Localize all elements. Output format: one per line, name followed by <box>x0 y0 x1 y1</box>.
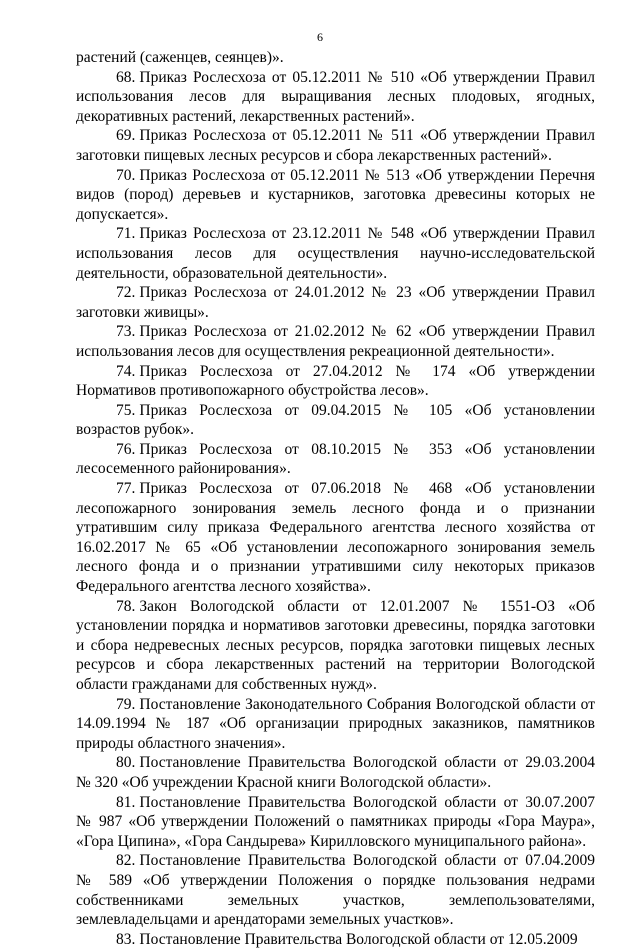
item-text: Приказ Рослесхоза от 24.01.2012 № 23 «Об утверждении Правил заготовки живицы». <box>76 284 595 321</box>
list-item <box>76 695 595 754</box>
item-number: 72. <box>116 284 136 302</box>
item-number: 82. <box>116 852 136 870</box>
item-text: Приказ Рослесхоза от 09.04.2015 № 105 «Об установлении возрастов рубок». <box>76 401 595 439</box>
item-text: Приказ Рослесхоза от 05.12.2011 № 513 «Об утверждении Перечня видов (пород) деревьев и кустарников, заготовка древесины которых не допускается». <box>76 166 595 223</box>
item-number: 69. <box>116 127 136 145</box>
list-item <box>76 597 595 695</box>
item-number: 79. <box>116 695 136 713</box>
list-item <box>76 68 595 127</box>
item-text: Постановление Правительства Вологодской области от 07.04.2009 № 589 «Об утверждении Положения о порядке пользования недрами собственниками земельных участков, землепользователями, землевладельцами и арендаторами земельных участков». <box>76 852 595 929</box>
list-item <box>76 930 595 949</box>
list-item <box>76 126 595 165</box>
item-number: 75. <box>116 401 136 419</box>
item-number: 77. <box>116 480 136 498</box>
list-item <box>76 753 595 792</box>
item-text: Постановление Правительства Вологодской области от 30.07.2007 № 987 «Об утверждении Положений о памятниках природы «Гора Маура», «Гора Ципина», «Гора Сандырева» Кирилловского муниципального района». <box>76 793 595 850</box>
continuation-text: растений (саженцев, сеянцев)». <box>76 49 284 66</box>
document-body <box>76 48 595 949</box>
item-text: Приказ Рослесхоза от 27.04.2012 № 174 «Об утверждении Нормативов противопожарного обустройства лесов». <box>76 362 595 400</box>
item-text: Постановление Правительства Вологодской области от 12.05.2009 <box>139 930 578 948</box>
list-item <box>76 479 595 597</box>
item-number: 73. <box>116 323 136 341</box>
item-text: Приказ Рослесхоза от 07.06.2018 № 468 «Об установлении лесопожарного зонирования земель лесного фонда и о признании утратившим силу приказа Федерального агентства лесного хозяйства от 16.02.2017 № 65 «Об установлении лесопожарного зонирования земель лесного фонда и о признании утратившими силу некоторых приказов Федерального агентства лесного хозяйства». <box>76 480 595 596</box>
list-item <box>76 283 595 322</box>
item-number: 71. <box>116 225 136 243</box>
list-item <box>76 440 595 479</box>
item-number: 78. <box>116 597 136 615</box>
list-item <box>76 793 595 852</box>
list-item <box>76 166 595 225</box>
page-number: 6 <box>317 30 323 44</box>
item-number: 74. <box>116 362 136 380</box>
item-number: 76. <box>116 440 136 458</box>
item-text: Приказ Рослесхоза от 05.12.2011 № 511 «Об утверждении Правил заготовки пищевых лесных ресурсов и сбора лекарственных растений». <box>76 127 595 164</box>
list-item <box>76 362 595 401</box>
item-number: 81. <box>116 793 136 811</box>
item-text: Постановление Правительства Вологодской области от 29.03.2004 № 320 «Об учреждении Красной книги Вологодской области». <box>76 754 595 791</box>
item-text: Приказ Рослесхоза от 23.12.2011 № 548 «Об утверждении Правил использования лесов для осуществления научно-исследовательской деятельности, образовательной деятельности». <box>76 225 595 282</box>
list-item <box>76 401 595 440</box>
list-item <box>76 851 595 929</box>
item-text: Приказ Рослесхоза от 05.12.2011 № 510 «Об утверждении Правил использования лесов для выращивания лесных плодовых, ягодных, декоративных растений, лекарственных растений». <box>76 68 595 125</box>
item-number: 80. <box>116 754 136 772</box>
list-item <box>76 224 595 283</box>
item-text: Приказ Рослесхоза от 08.10.2015 № 353 «Об установлении лесосеменного районирования». <box>76 440 595 478</box>
item-number: 68. <box>116 68 136 86</box>
item-number: 83. <box>116 930 136 948</box>
item-number: 70. <box>116 166 136 184</box>
item-text: Постановление Законодательного Собрания Вологодской области от 14.09.1994 № 187 «Об организации природных заказников, памятников природы областного значения». <box>76 695 595 752</box>
item-text: Закон Вологодской области от 12.01.2007 № 1551-ОЗ «Об установлении порядка и нормативов заготовки древесины, порядка заготовки и сбора недревесных лесных ресурсов, порядка заготовки пищевых лесных ресурсов и сбора лекарственных растений на территории Вологодской области гражданами для собственных нужд». <box>76 597 595 693</box>
list-item <box>76 322 595 361</box>
item-text: Приказ Рослесхоза от 21.02.2012 № 62 «Об утверждении Правил использования лесов для осуществления рекреационной деятельности». <box>76 323 595 360</box>
